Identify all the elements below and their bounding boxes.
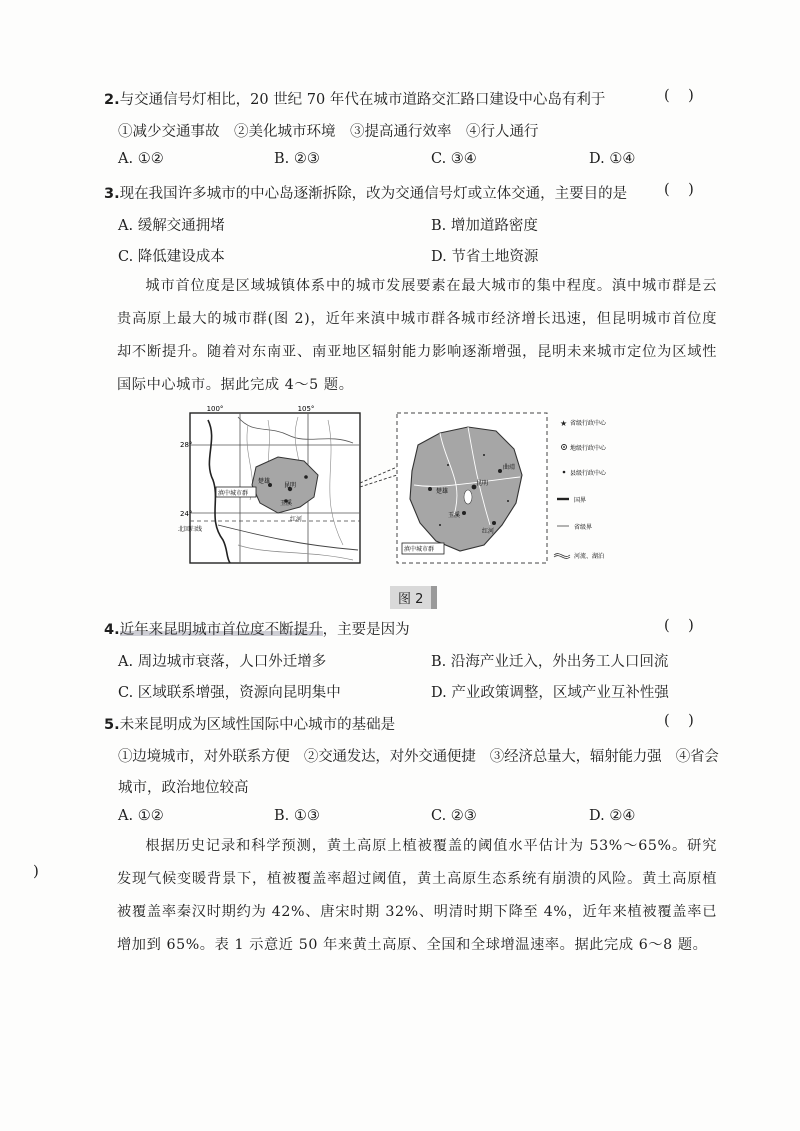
legend-provincial-capital: 省级行政中心 — [570, 420, 607, 427]
lon-105-label: 105° — [297, 405, 315, 413]
city-kunming-left: 昆明 — [284, 482, 297, 489]
lon-100-label: 100° — [206, 405, 224, 413]
legend-prefecture-center: 地级行政中心 — [570, 445, 607, 452]
map-legend — [554, 419, 607, 560]
question-2-number: 2. — [104, 92, 120, 108]
question-5-statements-line1: ①边境城市，对外联系方便 ②交通发达，对外交通便捷 ③经济总量大，辐射能力强 ④省会 — [118, 749, 719, 765]
question-2-text: 与交通信号灯相比，20 世纪 70 年代在城市道路交汇路口建设中心岛有利于 — [119, 92, 606, 108]
city-chuxiong: 楚雄 — [436, 488, 449, 495]
question-3-option-c[interactable]: C. 降低建设成本 — [118, 249, 225, 265]
question-4-highlighted-text: 近年来昆明城市首位度不断提升 — [119, 622, 323, 638]
question-5-statements-line2: 城市，政治地位较高 — [118, 780, 249, 796]
question-4-option-c[interactable]: C. 区域联系增强，资源向昆明集中 — [118, 685, 341, 701]
question-5-number: 5. — [104, 717, 120, 733]
question-5-option-c[interactable]: C. ②③ — [431, 808, 477, 824]
passage-dianzhong: 城市首位度是区域城镇体系中的城市发展要素在最大城市的集中程度。滇中城市群是云贵高原上最大的城市群(图 2)，近年来滇中城市群各城市经济增长迅速，但昆明城市首位度却不断提升。随着对东南亚、南亚地区辐射能力影响逐渐增强，昆明未来城市定位为区域性国际中心城市。据此完成 4～5 题。 — [117, 278, 717, 393]
city-yuxi: 玉溪 — [448, 512, 461, 519]
city-kunming: 昆明 — [476, 480, 489, 487]
question-2-option-b[interactable]: B. ②③ — [274, 151, 320, 167]
legend-rivers-lakes: 河流、湖泊 — [574, 553, 605, 560]
question-3-text: 现在我国许多城市的中心岛逐渐拆除，改为交通信号灯或立体交通，主要目的是 — [119, 186, 628, 202]
question-2-option-c[interactable]: C. ③④ — [431, 151, 477, 167]
question-4-stem — [104, 618, 410, 639]
tropic-label: 北回归线 — [178, 526, 203, 533]
question-4-number: 4. — [104, 622, 120, 638]
question-5-stem — [104, 713, 395, 734]
question-3-number: 3. — [104, 186, 120, 202]
question-3-option-d[interactable]: D. 节省土地资源 — [431, 249, 539, 265]
question-5-option-a[interactable]: A. ①② — [118, 808, 164, 824]
question-2-statements: ①减少交通事故 ②美化城市环境 ③提高通行效率 ④行人通行 — [118, 124, 539, 140]
question-2-option-a[interactable]: A. ①② — [118, 151, 164, 167]
svg-text:★: ★ — [560, 419, 568, 428]
question-3-option-a[interactable]: A. 缓解交通拥堵 — [118, 218, 225, 234]
question-3-answer-bracket[interactable]: ( ) — [664, 182, 694, 198]
margin-mark: ) — [33, 862, 39, 880]
figure-2-map — [178, 405, 628, 575]
question-5-answer-bracket[interactable]: ( ) — [664, 713, 694, 729]
city-honghe-left: 红河 — [290, 516, 303, 523]
question-4-answer-bracket[interactable]: ( ) — [664, 618, 694, 634]
yunnan-overview-map — [178, 405, 360, 563]
city-honghe: 红河 — [482, 528, 495, 535]
question-2-stem — [104, 88, 605, 109]
question-2-option-d[interactable]: D. ①④ — [589, 151, 636, 167]
city-yuxi-left: 玉溪 — [280, 500, 293, 507]
region-label-left: 滇中城市群 — [218, 490, 249, 497]
passage-loess-plateau: 根据历史记录和科学预测，黄土高原上植被覆盖的阈值水平估计为 53%～65%。研究发现气候变暖背景下，植被覆盖率超过阈值，黄土高原生态系统有崩溃的风险。黄土高原植被覆盖率秦汉时期约为 42%、唐宋时期 32%、明清时期下降至 4%，近年来植被覆盖率已增加到 65%。表 1 示意近 50 年来黄土高原、全国和全球增温速率。据此完成 6～8 题。 — [117, 838, 717, 953]
question-5-text: 未来昆明成为区域性国际中心城市的基础是 — [119, 717, 396, 733]
question-3-option-b[interactable]: B. 增加道路密度 — [431, 218, 538, 234]
legend-provincial-border: 省级界 — [574, 524, 593, 531]
city-chuxiong-left: 楚雄 — [258, 478, 271, 485]
region-label-right: 滇中城市群 — [404, 546, 435, 553]
question-5-option-b[interactable]: B. ①③ — [274, 808, 320, 824]
question-4-text: ，主要是因为 — [322, 622, 410, 638]
dianzhong-detail-map — [397, 413, 547, 563]
lat-28-label: 28° — [180, 441, 193, 449]
question-3-stem — [104, 182, 627, 203]
legend-national-border: 国界 — [574, 497, 587, 504]
figure-2-caption: 图 2 — [390, 586, 437, 609]
question-2-answer-bracket[interactable]: ( ) — [664, 88, 694, 104]
question-5-option-d[interactable]: D. ②④ — [589, 808, 636, 824]
question-4-option-d[interactable]: D. 产业政策调整，区域产业互补性强 — [431, 685, 669, 701]
map-svg — [178, 405, 628, 575]
lat-24-label: 24° — [180, 510, 193, 518]
question-4-option-b[interactable]: B. 沿海产业迁入，外出务工人口回流 — [431, 654, 669, 670]
legend-county-center: 县级行政中心 — [570, 470, 607, 477]
question-4-option-a[interactable]: A. 周边城市衰落，人口外迁增多 — [118, 654, 327, 670]
city-qujing: 曲靖 — [503, 464, 516, 471]
